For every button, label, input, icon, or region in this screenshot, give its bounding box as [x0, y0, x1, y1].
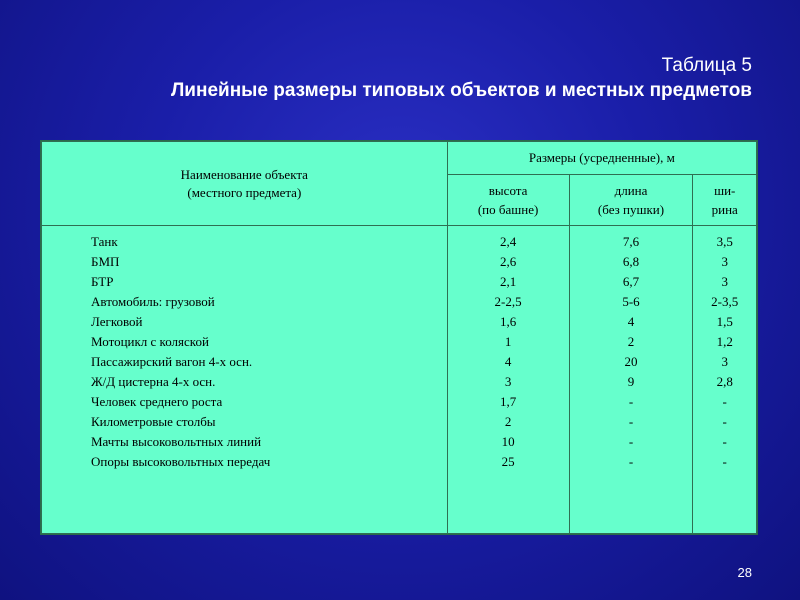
length-value: 6,7 — [622, 274, 640, 289]
length-value: - — [628, 434, 634, 449]
object-name: Пассажирский вагон 4-х осн. — [91, 354, 253, 369]
table-title: Линейные размеры типовых объектов и местных предметов — [170, 80, 752, 101]
length-value: - — [628, 394, 634, 409]
object-name: Мотоцикл с коляской — [91, 334, 209, 349]
object-name: Автомобиль: грузовой — [91, 294, 215, 309]
header-object-name-line1: Наименование объекта — [180, 166, 308, 182]
header-width-line1: ши- — [714, 183, 736, 198]
width-value: 1,5 — [716, 314, 733, 329]
header-length — [569, 175, 693, 226]
length-value: 2 — [627, 334, 635, 349]
width-value: 3 — [721, 274, 728, 289]
object-name: БМП — [91, 254, 120, 269]
width-value: - — [722, 434, 727, 449]
object-name: Танк — [91, 234, 118, 249]
header-height — [447, 175, 569, 226]
object-name: Опоры высоковольтных передач — [91, 454, 271, 469]
length-value: 20 — [624, 354, 638, 369]
width-value: 2,8 — [716, 374, 733, 389]
height-value: 10 — [501, 434, 515, 449]
header-height-line1: высота — [488, 183, 528, 198]
width-value: 3 — [721, 354, 728, 369]
height-value: 1,6 — [499, 314, 517, 329]
height-value: 2,4 — [499, 234, 517, 249]
width-value: - — [722, 394, 727, 409]
object-name: Ж/Д цистерна 4-х осн. — [91, 374, 216, 389]
header-width — [693, 175, 757, 226]
column-lengths — [569, 226, 693, 534]
width-value: 1,2 — [716, 334, 733, 349]
table-number: Таблица 5 — [661, 55, 752, 76]
column-widths — [693, 226, 757, 534]
dimensions-table-container — [40, 140, 758, 535]
height-value: 2,6 — [499, 254, 517, 269]
header-sizes: Размеры (усредненные), м — [447, 142, 756, 175]
height-value: 25 — [501, 454, 515, 469]
length-value: - — [628, 414, 634, 429]
header-object-name — [42, 142, 448, 226]
length-value: 5-6 — [622, 294, 640, 309]
width-value: - — [722, 414, 727, 429]
length-value: 7,6 — [622, 234, 640, 249]
object-name: Легковой — [91, 314, 143, 329]
object-name: БТР — [91, 274, 114, 289]
width-value: - — [722, 454, 727, 469]
height-value: 4 — [504, 354, 512, 369]
width-value: 3,5 — [716, 234, 733, 249]
height-value: 2 — [504, 414, 512, 429]
column-heights — [447, 226, 569, 534]
header-length-line2: (без пушки) — [597, 202, 665, 217]
height-value: 1,7 — [499, 394, 517, 409]
column-names — [42, 226, 448, 534]
length-value: - — [628, 454, 634, 469]
width-value: 2-3,5 — [711, 294, 739, 309]
header-object-name-line2: (местного предмета) — [187, 184, 302, 200]
length-value: 6,8 — [622, 254, 640, 269]
length-value: 4 — [627, 314, 635, 329]
header-length-line1: длина — [614, 183, 648, 198]
object-name: Километровые столбы — [91, 414, 216, 429]
width-value: 3 — [721, 254, 728, 269]
height-value: 3 — [504, 374, 512, 389]
page-number: 28 — [737, 565, 752, 580]
height-value: 2,1 — [499, 274, 517, 289]
object-name: Человек среднего роста — [91, 394, 223, 409]
dimensions-table — [41, 141, 757, 534]
length-value: 9 — [627, 374, 635, 389]
header-width-line2: рина — [711, 202, 738, 217]
height-value: 2-2,5 — [494, 294, 522, 309]
object-name: Мачты высоковольтных линий — [91, 434, 262, 449]
slide-title — [171, 54, 752, 104]
height-value: 1 — [504, 334, 512, 349]
header-height-line2: (по башне) — [477, 202, 539, 217]
